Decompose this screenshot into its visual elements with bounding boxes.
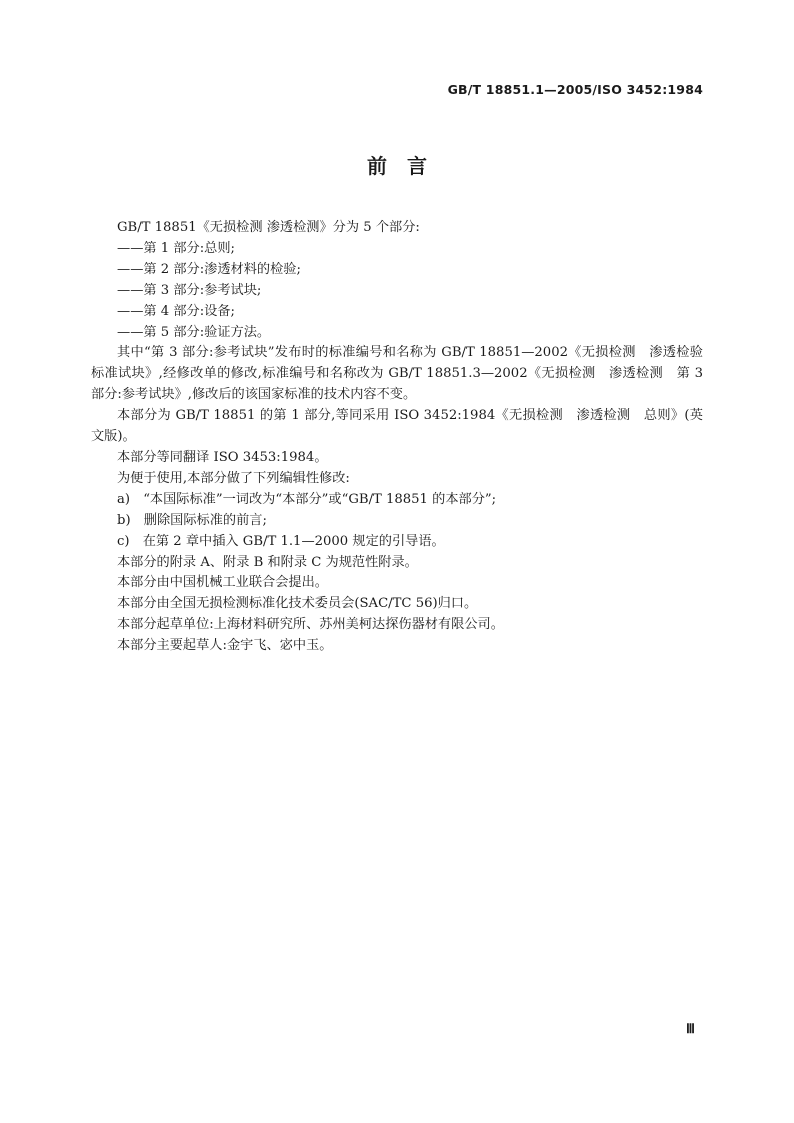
editorial-change-item: b) 删除国际标准的前言; — [117, 512, 267, 528]
page-title: 前 言 — [367, 154, 427, 178]
annex-paragraph: 本部分的附录 A、附录 B 和附录 C 为规范性附录。 — [117, 554, 418, 570]
editorial-change-item: c) 在第 2 章中插入 GB/T 1.1—2000 规定的引导语。 — [117, 533, 445, 549]
editorial-intro-paragraph: 为便于使用,本部分做了下列编辑性修改: — [117, 470, 350, 486]
foreword-body — [91, 218, 717, 657]
translation-paragraph: 本部分等同翻译 ISO 3453:1984。 — [117, 449, 328, 465]
part-list-item: ——第 4 部分:设备; — [117, 303, 235, 319]
revision-paragraph: 其中“第 3 部分:参考试块”发布时的标准编号和名称为 GB/T 18851—2002《无损检测 渗透检验 标准试块》,经修改单的修改,标准编号和名称改为 GB/T 18851.3—2002《无损检测 渗透检测 第 3 部分:参考试块》,修改后的该国家标准的技术内容不变。 — [91, 345, 717, 403]
part-list-item: ——第 3 部分:参考试块; — [117, 282, 262, 298]
part-list-item: ——第 1 部分:总则; — [117, 240, 235, 256]
part-list-item: ——第 2 部分:渗透材料的检验; — [117, 261, 301, 277]
committee-paragraph: 本部分由全国无损检测标准化技术委员会(SAC/TC 56)归口。 — [117, 596, 478, 612]
intro-paragraph: GB/T 18851《无损检测 渗透检测》分为 5 个部分: — [117, 220, 420, 235]
part-list-item: ——第 5 部分:验证方法。 — [117, 324, 271, 340]
drafting-units-paragraph: 本部分起草单位:上海材料研究所、苏州美柯达探伤器材有限公司。 — [117, 617, 504, 633]
drafters-paragraph: 本部分主要起草人:金宇飞、宓中玉。 — [117, 638, 333, 654]
page-number: Ⅲ — [686, 1021, 694, 1036]
standard-code-header: GB/T 18851.1—2005/ISO 3452:1984 — [447, 82, 703, 97]
editorial-change-item: a) “本国际标准”一词改为“本部分”或“GB/T 18851 的本部分”; — [117, 491, 497, 507]
adoption-paragraph: 本部分为 GB/T 18851 的第 1 部分,等同采用 ISO 3452:1984《无损检测 渗透检测 总则》(英文版)。 — [91, 408, 703, 445]
proposer-paragraph: 本部分由中国机械工业联合会提出。 — [117, 575, 328, 591]
